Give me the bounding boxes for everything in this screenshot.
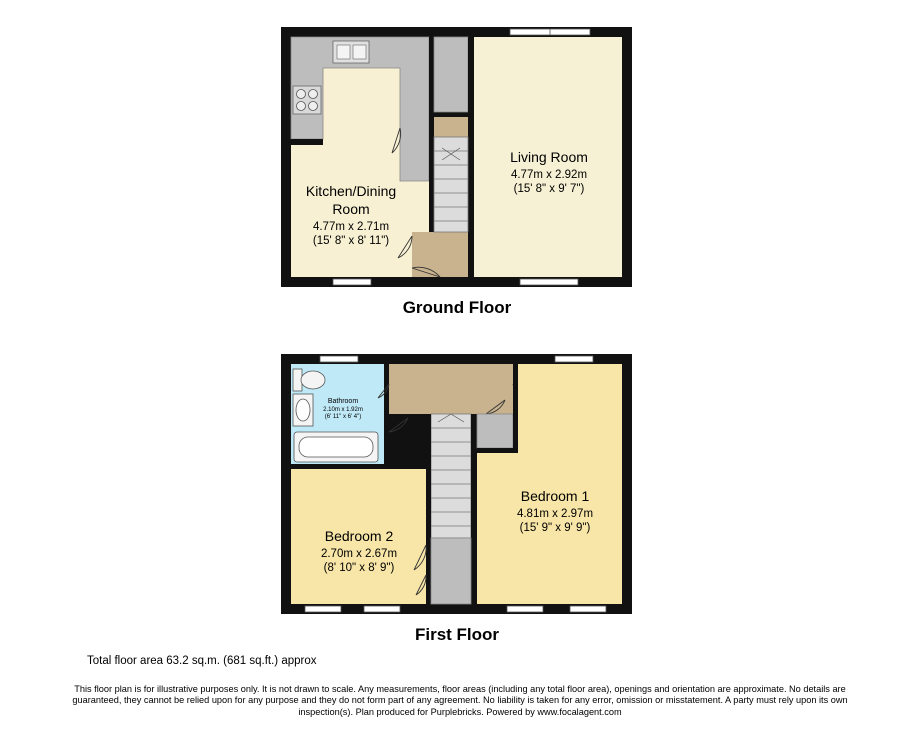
bedroom-1-window-left xyxy=(507,606,543,612)
bedroom-2-cupboard xyxy=(431,538,471,604)
kitchen-wall-stub xyxy=(291,139,323,145)
bedroom1-wall-left-top xyxy=(513,364,518,453)
total-floor-area: Total floor area 63.2 sq.m. (681 sq.ft.) approx xyxy=(87,655,317,667)
bedroom-1-size-metric: 4.81m x 2.97m xyxy=(516,508,594,520)
cupboard-wall xyxy=(468,37,474,277)
bathroom-size-metric: 2.10m x 1.92m xyxy=(323,407,363,413)
sink-icon xyxy=(333,41,369,63)
kitchen-bottom-window xyxy=(333,279,371,285)
stair-wall-left xyxy=(426,414,431,538)
disclaimer-text: This floor plan is for illustrative purposes only. It is not drawn to scale. Any measurements, floor areas (including any total floor area), openings and orientation are approximate. No details are guaranteed, they cannot be relied upon for any purpose and they do not form part of any agreement. No liability is taken for any error, omission or misstatement. A party must rely upon its own inspection(s). Plan produced for Purplebricks. Powered by www.focalagent.com xyxy=(72,684,848,717)
bathroom-top-window xyxy=(320,356,358,362)
under-stair-cupboard xyxy=(434,37,468,112)
ground-floor-title: Ground Floor xyxy=(402,298,512,317)
bathroom-name: Bathroom xyxy=(327,398,359,405)
bedroom-1-window-right xyxy=(570,606,606,612)
living-room-size-metric: 4.77m x 2.92m xyxy=(510,169,588,181)
bedroom-2-name: Bedroom 2 xyxy=(324,528,394,544)
first-floor-stairs xyxy=(431,414,471,538)
first-floor-plan xyxy=(281,354,632,614)
landing-floor xyxy=(389,364,513,414)
first-floor-title: First Floor xyxy=(414,625,500,644)
bedroom-2-size-imperial: (8' 10" x 8' 9") xyxy=(323,562,395,574)
living-room-bottom-window xyxy=(520,279,578,285)
bedroom-2-window-right xyxy=(364,606,400,612)
kitchen-name-line1: Kitchen/Dining xyxy=(305,183,397,199)
bedroom-2-window-left xyxy=(305,606,341,612)
kitchen-size-imperial: (15' 8" x 8' 11") xyxy=(312,235,390,247)
living-room-size-imperial: (15' 8" x 9' 7") xyxy=(513,183,585,195)
bath-icon xyxy=(294,432,378,462)
living-room-name: Living Room xyxy=(510,149,588,165)
kitchen-name-line2: Room xyxy=(332,201,370,217)
bedroom-1-name: Bedroom 1 xyxy=(520,488,590,504)
kitchen-size-metric: 4.77m x 2.71m xyxy=(312,221,390,233)
basin-icon xyxy=(293,394,313,426)
bathroom-size-imperial: (6' 11" x 6' 4") xyxy=(324,414,362,420)
ground-hall-floor xyxy=(434,117,468,137)
bathroom-wall-right xyxy=(384,364,389,468)
bedroom-2-size-metric: 2.70m x 2.67m xyxy=(320,548,398,560)
ground-floor-stairs xyxy=(434,137,468,232)
landing-cupboard xyxy=(477,414,513,448)
bedroom-1-size-imperial: (15' 9" x 9' 9") xyxy=(519,522,591,534)
bedroom-1-top-window xyxy=(555,356,593,362)
stair-wall-right xyxy=(471,414,477,604)
hob-icon xyxy=(293,86,321,114)
landing-cupboard-wall xyxy=(477,448,513,453)
bathroom-wall-bottom xyxy=(291,464,389,469)
